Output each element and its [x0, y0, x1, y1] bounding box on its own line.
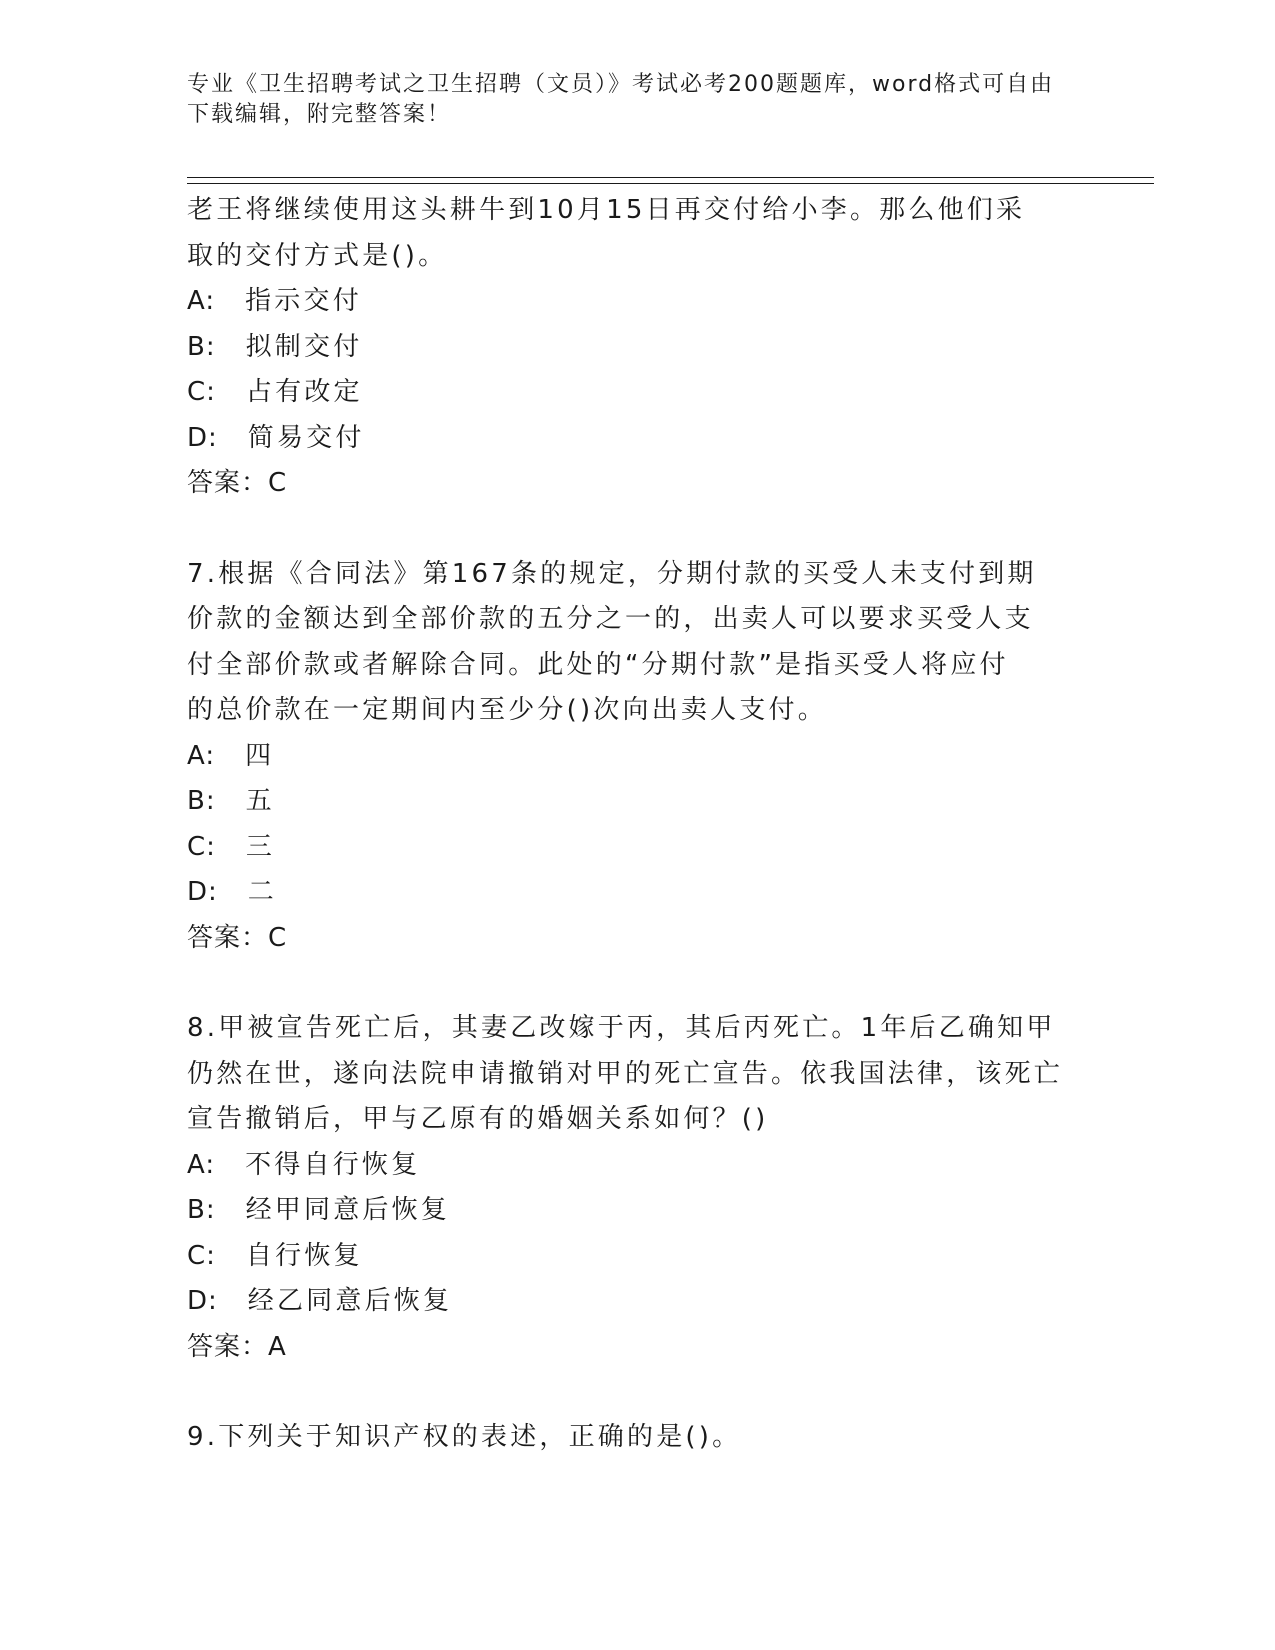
- document-header: 专业《卫生招聘考试之卫生招聘（文员）》考试必考200题题库，word格式可自由下载编辑，附完整答案！: [187, 72, 1055, 127]
- question-item: [187, 1006, 1087, 1370]
- question-stem: 9.下列关于知识产权的表述，正确的是()。: [187, 1422, 742, 1452]
- option-text: 四: [245, 740, 275, 771]
- option-letter: A:: [187, 740, 216, 771]
- option-letter: B:: [187, 1195, 216, 1225]
- option-letter: C:: [187, 831, 216, 862]
- option-letter: D:: [187, 1286, 218, 1316]
- option-text: 简易交付: [247, 422, 365, 453]
- option-text: 五: [245, 786, 275, 816]
- option-c: [187, 370, 1087, 416]
- option-letter: C:: [187, 1240, 216, 1271]
- option-d: [187, 416, 1087, 462]
- option-d: [187, 1279, 1087, 1325]
- answer-line: 答案：A: [187, 1331, 287, 1362]
- option-text: 自行恢复: [245, 1240, 363, 1271]
- question-item: [187, 552, 1087, 962]
- header-divider-bottom: [187, 183, 1154, 184]
- option-text: 不得自行恢复: [245, 1149, 421, 1180]
- question-stem: 7.根据《合同法》第167条的规定，分期付款的买受人未支付到期价款的金额达到全部价款的五分之一的，出卖人可以要求买受人支付全部价款或者解除合同。此处的“分期付款”是指买受人将应付的总价款在一定期间内至少分()次向出卖人支付。: [187, 558, 1037, 725]
- option-c: [187, 825, 1087, 871]
- question-stem: 老王将继续使用这头耕牛到10月15日再交付给小李。那么他们采取的交付方式是()。: [187, 195, 1026, 271]
- option-letter: D:: [187, 422, 218, 453]
- option-letter: C:: [187, 377, 216, 407]
- answer-line: 答案：C: [187, 468, 288, 498]
- option-letter: A:: [187, 1149, 216, 1180]
- option-a: [187, 1143, 1087, 1189]
- option-letter: D:: [187, 877, 218, 907]
- option-text: 指示交付: [245, 286, 362, 316]
- question-item: [187, 1415, 1087, 1461]
- option-text: 三: [245, 831, 276, 862]
- option-b: [187, 779, 1087, 825]
- option-a: [187, 279, 1087, 325]
- option-letter: B:: [187, 331, 216, 362]
- question-stem: 8.甲被宣告死亡后，其妻乙改嫁于丙，其后丙死亡。1年后乙确知甲仍然在世，遂向法院申请撤销对甲的死亡宣告。依我国法律，该死亡宣告撤销后，甲与乙原有的婚姻关系如何？(): [187, 1013, 1064, 1134]
- option-text: 经甲同意后恢复: [245, 1195, 451, 1225]
- question-item: [187, 188, 1087, 507]
- option-d: [187, 870, 1087, 916]
- option-text: 二: [247, 877, 277, 907]
- option-c: [187, 1234, 1087, 1280]
- option-text: 拟制交付: [245, 331, 363, 362]
- option-a: [187, 734, 1087, 780]
- option-letter: B:: [187, 786, 216, 816]
- option-text: 占有改定: [245, 377, 363, 407]
- header-divider-top: [187, 177, 1154, 178]
- option-letter: A:: [187, 286, 216, 316]
- option-b: [187, 325, 1087, 371]
- question-list: [187, 188, 1087, 1461]
- option-b: [187, 1188, 1087, 1234]
- option-text: 经乙同意后恢复: [247, 1286, 453, 1316]
- answer-line: 答案：C: [187, 922, 288, 953]
